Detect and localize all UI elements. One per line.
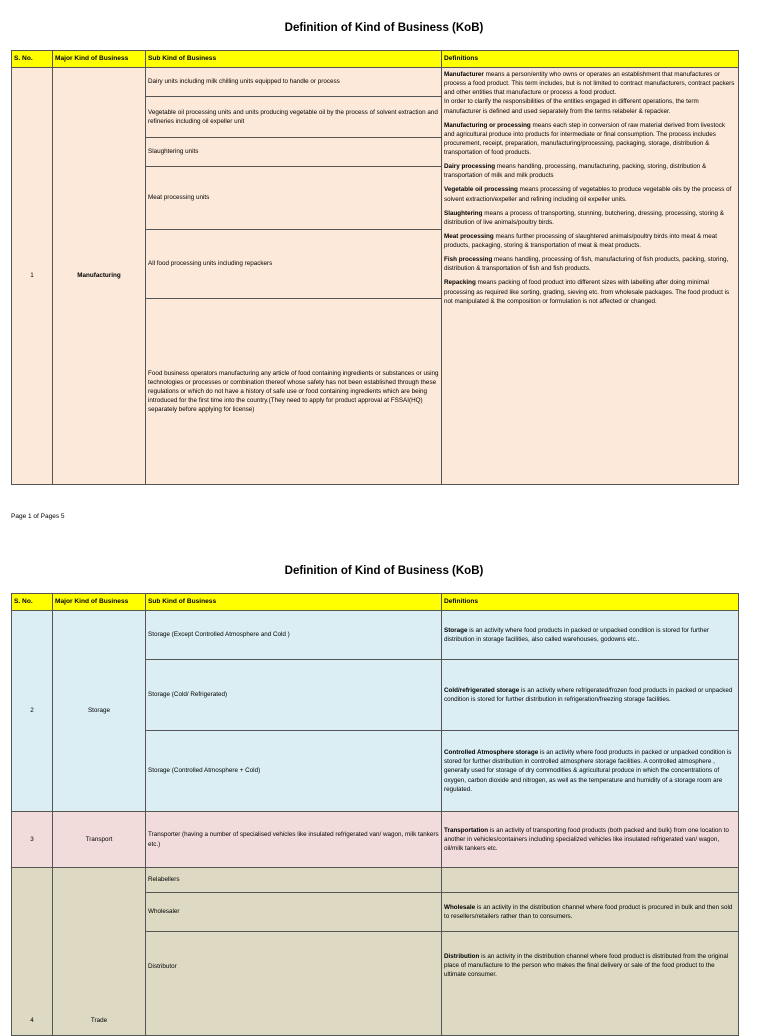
sub-kind-cell: Food business operators manufacturing any article of food containing ingredients or substances or using technologies or processes or combination thereof whose safety has not been established through these regulations or which do not have a history of safe use or food containing ingredients which are being introduced for the first time into the country.(They need to apply for product approval at FSSAI(HQ) separately before applying for license) (146, 299, 442, 485)
sub-kind-cell: Slaughtering units (146, 138, 442, 167)
header-sno: S. No. (12, 594, 53, 611)
sub-kind-cell: Wholesaler (146, 893, 442, 932)
major-kind-cell: Manufacturing (53, 68, 146, 485)
table-header-row (12, 594, 739, 611)
sub-kind-cell: Meat processing units (146, 167, 442, 230)
sub-kind-cell: Storage (Except Controlled Atmosphere and Cold ) (146, 611, 442, 660)
sub-kind-cell: Transporter (having a number of specialised vehicles like insulated refrigerated van/ wagon, milk tankers etc.) (146, 812, 442, 868)
sub-kind-cell: All food processing units including repackers (146, 230, 442, 299)
serial-number: 2 (12, 611, 53, 812)
definitions-cell (442, 68, 739, 485)
sub-kind-cell: Storage (Controlled Atmosphere + Cold) (146, 731, 442, 812)
definition-cell: Wholesale is an activity in the distribution channel where food product is procured in bulk and then sold to resellers/retailers rather than to consumers. (442, 893, 739, 932)
definition-entry: Vegetable oil processing means processing of vegetables to produce vegetable oils by the process of solvent extraction/expeller and refining including oil expeller units. (444, 186, 732, 203)
sub-kind-cell: Distributor (146, 932, 442, 1036)
definition-cell: Storage is an activity where food products in packed or unpacked condition is stored for further distribution in storage facilities, also called warehouses, godowns etc.. (442, 611, 739, 660)
page-title-2: Definition of Kind of Business (KoB) (284, 565, 484, 577)
header-sub-kind: Sub Kind of Business (146, 51, 442, 68)
serial-number: 4 (12, 868, 53, 1036)
header-definitions: Definitions (442, 594, 739, 611)
definition-cell: Controlled Atmosphere storage is an activity where food products in packed or unpacked condition is stored for further distribution in controlled atmosphere storage facilities. A controlled atmosphere , generally used for storage of dry commodities & agricultural produce in which the concentrations of oxygen, carbon dioxide and nitrogen, as well as the temperature and humidity of a storage room are regulated. (442, 731, 739, 812)
definition-entry: Fish processing means handling, processing of fish, manufacturing of fish products, packing, storing, distribution & transportation of fish and fish products. (444, 256, 729, 273)
definition-entry: Meat processing means further processing of slaughtered animals/poultry birds into meat & meat products, packaging, storing & transportation of meat & meat products. (444, 232, 718, 249)
header-sub-kind: Sub Kind of Business (146, 594, 442, 611)
page-footer: Page 1 of Pages 5 (11, 513, 65, 520)
definition-entry: Slaughtering means a process of transporting, stunning, butchering, dressing, processing, storing & distribution of live animals/poultry birds. (444, 209, 724, 226)
header-major-kind: Major Kind of Business (53, 594, 146, 611)
header-definitions: Definitions (442, 51, 739, 68)
definition-entry: Manufacturer means a person/entity who owns or operates an establishment that manufactures or process a food product. This term includes, but is not limited to contract manufacturers, contract packers and other entities that manufacture or process a food product. In order to clarify the responsibilities of the entities engaged in different operations, the term manufacturer is defined and used separately from the terms relabeler & repacker. (444, 71, 735, 115)
sub-kind-cell: Storage (Cold/ Refrigerated) (146, 660, 442, 731)
sub-kind-cell: Vegetable oil processing units and units producing vegetable oil by the process of solvent extraction and refineries including oil expeller unit (146, 97, 442, 138)
definition-entry: Dairy processing means handling, processing, manufacturing, packing, storing, distribution & transportation of milk and milk products (444, 163, 707, 180)
definition-cell (442, 868, 739, 893)
definition-cell: Transportation is an activity of transporting food products (both packed and bulk) from one location to another in vehicles/containers including specialized vehicles like insulated refrigerated van/ wagon, oil/milk tankers etc. (442, 812, 739, 868)
header-major-kind: Major Kind of Business (53, 51, 146, 68)
definition-entry: Repacking means packing of food product into different sizes with labelling after doing minimal processing as required like sorting, grading, sieving etc. from wholesale packages. The food product is not manipulated & the composition or formulation is not affected or changed. (444, 279, 730, 305)
major-kind-cell: Transport (53, 812, 146, 868)
table-row (12, 68, 739, 97)
sub-kind-cell: Dairy units including milk chilling units equipped to handle or process (146, 68, 442, 97)
kob-table-1 (11, 50, 739, 485)
definition-cell: Distribution is an activity in the distribution channel where food product is distributed from the original place of manufacture to the person who makes the final delivery or sale of the food product to the ultimate consumer. (442, 932, 739, 1036)
major-kind-cell: Trade (53, 868, 146, 1036)
serial-number: 1 (12, 68, 53, 485)
page-title-1: Definition of Kind of Business (KoB) (284, 22, 484, 34)
table-row (12, 611, 739, 660)
definition-entry: Manufacturing or processing means each step in conversion of raw material derived from livestock and agricultural produce into products for intermediate or final consumption. The process includes procurement, receipt, preparation, manufacturing/processing, packaging, storage, distribution & transportation of food products. (444, 121, 726, 156)
major-kind-cell: Storage (53, 611, 146, 812)
table-row (12, 812, 739, 868)
table-header-row (12, 51, 739, 68)
sub-kind-cell: Relabellers (146, 868, 442, 893)
serial-number: 3 (12, 812, 53, 868)
header-sno: S. No. (12, 51, 53, 68)
table-row (12, 868, 739, 893)
definition-cell: Cold/refrigerated storage is an activity where refrigerated/frozen food products in packed or unpacked condition is stored for further distribution in refrigeration/freezing storage facilities. (442, 660, 739, 731)
kob-table-2 (11, 593, 739, 1036)
